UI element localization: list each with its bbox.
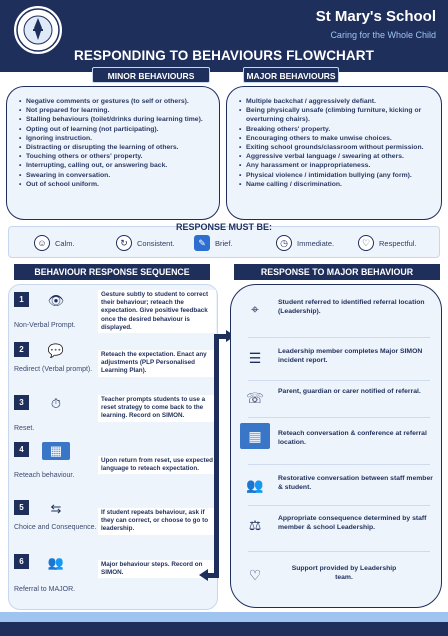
- major-response-text: Support provided by Leadership team.: [291, 565, 397, 581]
- group-icon: 👥: [47, 555, 65, 570]
- heart-hands-icon: ♡: [358, 235, 374, 251]
- minor-behaviour-item: • Opting out of learning (not participating).: [19, 125, 207, 134]
- major-response-item: [240, 470, 436, 508]
- step-label: Non-Verbal Prompt.: [14, 322, 76, 329]
- step-description: Reteach the expectation. Enact any adjustments (PLP Personalised Learning Plan).: [98, 350, 216, 377]
- response-label: Brief.: [215, 238, 233, 248]
- clock-icon: ◷: [276, 235, 292, 251]
- step-label: Reteach behaviour.: [14, 472, 75, 479]
- step-number: 2: [14, 342, 29, 357]
- major-behaviour-item: • Any harassment or inappropriateness.: [239, 161, 429, 170]
- minor-behaviours-heading: MINOR BEHAVIOURS: [92, 67, 210, 83]
- divider: [248, 417, 430, 418]
- eye-icon: 👁: [47, 293, 65, 308]
- step-description: If student repeats behaviour, ask if they can correct, or choose to go to leadership.: [98, 508, 216, 535]
- response-label: Respectful.: [379, 238, 417, 248]
- step-label: Reset.: [14, 425, 35, 432]
- step-number: 3: [14, 395, 29, 410]
- people-conversation-icon: 👥: [246, 476, 264, 493]
- footer-band: [0, 612, 448, 622]
- footer-band: [0, 622, 448, 636]
- major-response-text: Student referred to identified referral location (Leadership).: [278, 299, 425, 315]
- step-description: Upon return from reset, use expected language to reteach expectation.: [98, 456, 216, 474]
- major-response-heading: RESPONSE TO MAJOR BEHAVIOUR: [234, 264, 440, 280]
- response-respectful: [358, 233, 417, 253]
- major-response-item: [240, 294, 436, 332]
- divider: [248, 505, 430, 506]
- major-behaviour-item: • Breaking others' property.: [239, 125, 429, 134]
- divider: [248, 337, 430, 338]
- minor-behaviour-item: • Out of school uniform.: [19, 180, 207, 189]
- minor-behaviour-item: • Ignoring instruction.: [19, 134, 207, 143]
- school-tagline: Caring for the Whole Child: [330, 30, 436, 40]
- major-response-item: [240, 510, 436, 548]
- major-response-text: Parent, guardian or carer notified of referral.: [278, 388, 421, 395]
- speaking-icon: ✎: [194, 235, 210, 251]
- minor-behaviour-item: • Interrupting, calling out, or answering back.: [19, 161, 207, 170]
- stopwatch-icon: ⏱: [50, 396, 62, 411]
- minor-behaviour-item: • Negative comments or gestures (to self or others).: [19, 97, 207, 106]
- major-behaviour-item: • Aggressive verbal language / swearing at others.: [239, 152, 429, 161]
- major-response-text: Appropriate consequence determined by staff member & school Leadership.: [278, 515, 427, 531]
- major-behaviours-heading: MAJOR BEHAVIOURS: [243, 67, 339, 83]
- teacher-board-icon: ▦: [42, 442, 70, 460]
- scales-icon: ⚖: [248, 516, 262, 533]
- arrow-left-icon: [199, 569, 208, 581]
- minor-behaviour-item: • Distracting or disrupting the learning of others.: [19, 143, 207, 152]
- flow-connector-line: [214, 336, 219, 578]
- page-title: RESPONDING TO BEHAVIOURS FLOWCHART: [74, 48, 374, 63]
- major-response-item: [240, 560, 436, 598]
- minor-behaviours-list: [19, 97, 207, 189]
- minor-behaviour-item: • Not prepared for learning.: [19, 106, 207, 115]
- step-number: 5: [14, 500, 29, 515]
- location-pin-icon: ⌖: [251, 300, 259, 317]
- response-label: Calm.: [55, 238, 75, 248]
- checklist-icon: ☰: [248, 349, 262, 366]
- step-number: 6: [14, 554, 29, 569]
- step-number: 4: [14, 442, 29, 457]
- major-behaviour-item: • Name calling / discrimination.: [239, 180, 429, 189]
- step-description: Teacher prompts students to use a reset strategy to come back to the learning. Record on SIMON.: [98, 395, 216, 422]
- minor-behaviours-box: [6, 86, 220, 220]
- major-response-item: [240, 343, 436, 381]
- step-label: Choice and Consequence.: [14, 524, 97, 531]
- school-name: St Mary's School: [315, 8, 436, 25]
- repeat-icon: ↻: [116, 235, 132, 251]
- response-immediate: [276, 233, 334, 253]
- major-behaviour-item: • Physical violence / intimidation bullying (any form).: [239, 171, 429, 180]
- teacher-board-icon: ▦: [240, 423, 270, 449]
- signpost-icon: ⇆: [50, 501, 62, 516]
- major-behaviour-item: • Multiple backchat / aggressively defiant.: [239, 97, 429, 106]
- divider: [248, 380, 430, 381]
- major-behaviours-box: [226, 86, 442, 220]
- phone-home-icon: ☏: [246, 389, 264, 406]
- step-description: Gesture subtly to student to correct their behaviour; reteach the expectation. Give positive feedback once the desired behaviour is displayed.: [98, 290, 216, 333]
- major-behaviour-item: • Encouraging others to make unwise choices.: [239, 134, 429, 143]
- response-brief: [194, 233, 233, 253]
- step-label: Redirect (Verbal prompt).: [14, 366, 93, 373]
- meditation-icon: ☺: [34, 235, 50, 251]
- major-behaviour-item: • Being physically unsafe (climbing furniture, kicking or overturning chairs).: [239, 106, 429, 124]
- major-behaviours-list: [239, 97, 429, 189]
- minor-behaviour-item: • Touching others or others' property.: [19, 152, 207, 161]
- response-label: Consistent.: [137, 238, 175, 248]
- minor-behaviour-item: • Swearing in conversation.: [19, 171, 207, 180]
- support-hand-icon: ♡: [248, 566, 262, 583]
- response-must-be-title: RESPONSE MUST BE:: [175, 222, 272, 232]
- step-label: Referral to MAJOR.: [14, 586, 76, 593]
- response-label: Immediate.: [297, 238, 335, 248]
- step-description: Major behaviour steps. Record on SIMON.: [98, 560, 216, 578]
- major-response-text: Leadership member completes Major SIMON incident report.: [278, 348, 423, 364]
- major-response-item: [240, 421, 436, 459]
- response-consistent: [116, 233, 175, 253]
- response-calm: [34, 233, 75, 253]
- major-response-text: Reteach conversation & conference at referral location.: [278, 430, 427, 446]
- step-number: 1: [14, 292, 29, 307]
- major-response-text: Restorative conversation between staff member & student.: [278, 475, 433, 491]
- sequence-heading: BEHAVIOUR RESPONSE SEQUENCE: [14, 264, 210, 280]
- major-response-item: [240, 383, 436, 421]
- major-behaviour-item: • Exiting school grounds/classroom without permission.: [239, 143, 429, 152]
- minor-behaviour-item: • Stalling behaviours (toilet/drinks during learning time).: [19, 115, 207, 124]
- divider: [248, 464, 430, 465]
- header-banner: [0, 0, 448, 72]
- divider: [248, 551, 430, 552]
- speech-bubble-icon: 💬: [47, 343, 65, 358]
